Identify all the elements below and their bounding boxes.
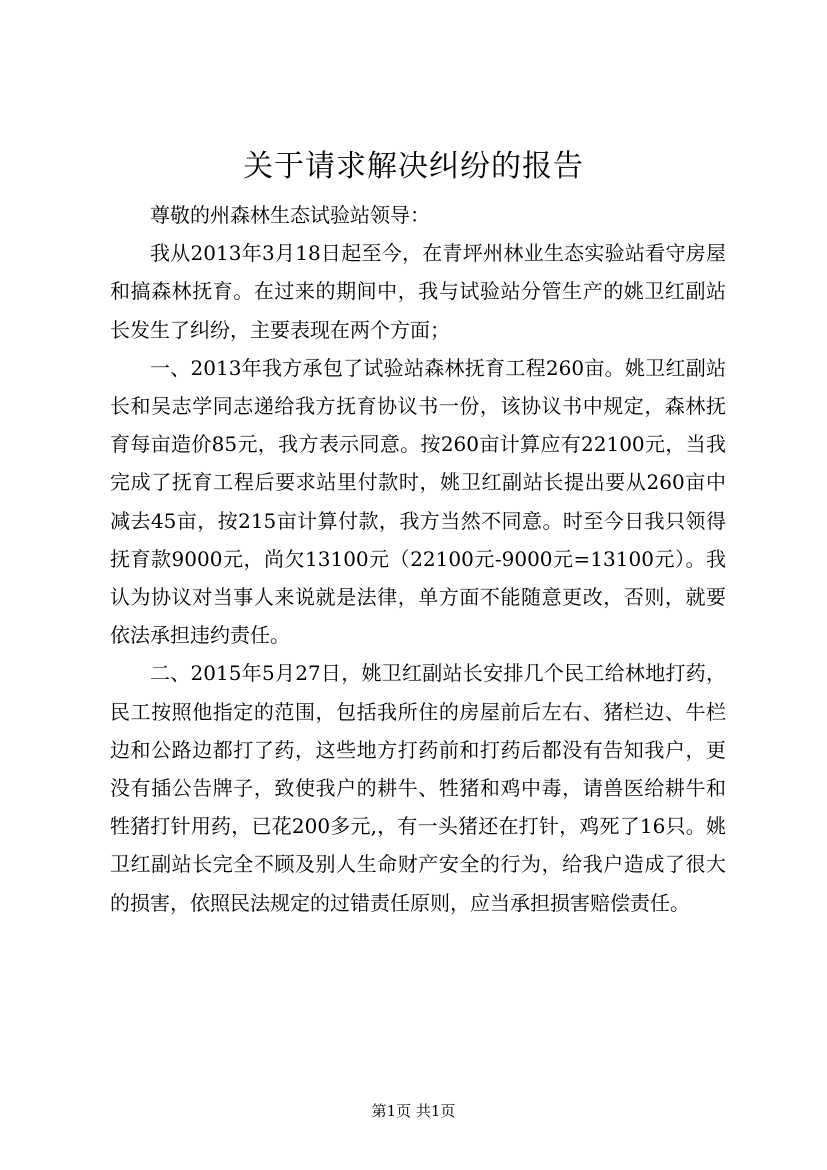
page-footer: 第1页 共1页 (371, 1102, 456, 1120)
paragraph-one: 一、2013年我方承包了试验站森林抚育工程260亩。姚卫红副站长和吴志学同志递给我方抚育协议书一份，该协议书中规定，森林抚育每亩造价85元，我方表示同意。按260亩计算应有22100元，当我完成了抚育工程后要求站里付款时，姚卫红副站长提出要从260亩中减去45亩，按215亩计算付款，我方当然不同意。时至今日我只领得抚育款9000元，尚欠13100元（22100元-9000元=13100元）。我认为协议对当事人来说就是法律，单方面不能随意更改，否则，就要依法承担违约责任。 (110, 355, 726, 648)
paragraph-two: 二、2015年5月27日，姚卫红副站长安排几个民工给林地打药，民工按照他指定的范围，包括我所住的房屋前后左右、猪栏边、牛栏边和公路边都打了药，这些地方打药前和打药后都没有告知我户，更没有插公告牌子，致使我户的耕牛、牲猪和鸡中毒，请兽医给耕牛和牲猪打针用药，已花200多元,，有一头猪还在打针，鸡死了16只。姚卫红副站长完全不顾及别人生命财产安全的行为，给我户造成了很大的损害，依照民法规定的过错责任原则，应当承担损害赔偿责任。 (110, 661, 726, 915)
document-body (110, 196, 726, 922)
paragraph-intro: 我从2013年3月18日起至今，在青坪州林业生态实验站看守房屋和搞森林抚育。在过来的期间中，我与试验站分管生产的姚卫红副站长发生了纠纷，主要表现在两个方面； (110, 241, 726, 342)
salutation: 尊敬的州森林生态试验站领导： (150, 203, 430, 227)
document-title: 关于请求解决纠纷的报告 (243, 149, 584, 184)
